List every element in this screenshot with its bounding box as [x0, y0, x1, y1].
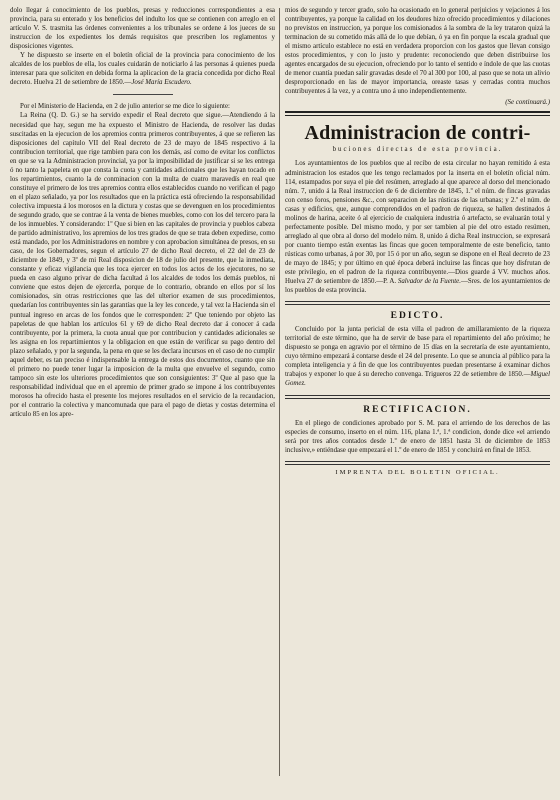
- left-paragraph-2-text: Y he dispuesto se inserte en el boletín oficial de la provincia para conocimiento de los alcaldes de los pueblos de ella, los cuales cuidarán de noticiarlo á las personas á quienes pueda interesar para que soliciten en debida forma la aplicacion de la gracia concedida por dicho Real decreto. Huelva 21 de setiembre de 1850.—: [10, 52, 275, 87]
- left-paragraph-1: dolo llegar á conocimiento de los pueblos, presas y reducciones correspondientes a esa provincia, para su enterado y los beneficios del indulto los que se contienen con arreglo en el artículo V. S. trasmita las órdenes convenientes a los tribunales se ordene á los jueces de su instruccion de los expedientes los demás requisitos que prescriben los reglamentos y disposiciones vigentes.: [10, 7, 275, 51]
- left-paragraph-2: [10, 51, 275, 87]
- right-paragraph-4: En el pliego de condiciones aprobado por S. M. para el arriendo de los derechos de las especies de consumo, inserto en el núm. 116, plana 1.ª, 1.ª condicion, donde dice «el arriendo será por tres años contados desde 1.º de enero de 1851 hasta 31 de diciembre de 1853 inclusive,» entiéndase que empezará el 1.º de enero de 1851 y concluirá en final de 1853.: [285, 419, 550, 454]
- right-paragraph-2-tail: —Sres. de los ayuntamientos de los pueblos de esta provincia.: [285, 278, 550, 295]
- left-column: [10, 6, 275, 792]
- right-column: [285, 6, 550, 792]
- right-paragraph-2: [285, 159, 550, 295]
- edicto-rule: [285, 301, 550, 305]
- separator-rule: [113, 94, 173, 95]
- right-signature-1: Salvador de la Fuente.: [397, 278, 461, 286]
- section-subheading: buciones directas de esta provincia.: [332, 146, 503, 154]
- section-rule: [285, 111, 550, 116]
- section-heading-administracion: Administracion de contri-: [304, 122, 531, 145]
- left-signature-1: José María Escudero.: [131, 79, 192, 87]
- continued-note: (Se continuará.): [505, 99, 550, 107]
- right-paragraph-3-text: Concluido por la junta pericial de esta villa el padron de amillaramiento de la riqueza territorial de este término, que ha de servir de base para el repartimiento del año próximo; he dispuesto se ponga en agravio por el término de 15 días en la secretaría de este ayuntamiento, cuyo término empezará á contarse desde el 24 del presente. Lo que se anuncia al público para la completa inteligencia y á fin de que los contribuyentes puedan presentarse á examinar dichos trabajos y exponer lo que á su derecho convenga. Trigueros 22 de setiembre de 1850.—: [285, 326, 550, 379]
- rectificacion-rule: [285, 395, 550, 399]
- right-paragraph-2-text: Los ayuntamientos de los pueblos que al recibo de esta circular no hayan remitido á esta administracion los estados que les tengo reclamados por la inserta en el boletín oficial núm. 114, estampados por suya el pie del resúmen, arreglado al que aparece al dorso del mencionado núm. 7, unido á la Real instruccion de 6 de diciembre de 1845, 1.º el núm. de fincas gravadas con censo foros, pensiones &c., con separacion de las rústicas de las urbanas; y 2.º el núm. de casas y edificios, que, aunque comprendidos en el padron de riqueza, se hallen destinados á molinos de harina, aceite ó al ejercicio de cualquiera industria ó artefacto, se evaluarán total y perfectamente posible. Del mismo modo, y por ser tambien al pie del otro estado resúmen, arreglado al que obra al dorso del modelo núm. 8, unido á dicha Real instruccion, se expresará por cuanto tiempo están exentas las fincas que gocen temporalmente de este beneficio, tanto rústicas como urbanas, á por 30, por 15 ó por un año, segun se dispone en el Real decreto de 23 de mayo de 1845; y por último en qué época deberá incluirse las fincas que hoy disfrutan de este privilegio, en el padron de la riqueza contribuyente.—Dios guarde á VV. muchos años. Huelva 27 de setiembre de 1850.—P. A.: [285, 160, 550, 286]
- right-signature-2: Miguel Gomez.: [285, 371, 550, 388]
- left-paragraph-3: Por el Ministerio de Hacienda, en 2 de julio anterior se me dice lo siguiente:: [20, 103, 230, 111]
- edicto-heading: EDICTO.: [390, 311, 445, 322]
- right-paragraph-3: [285, 325, 550, 388]
- rectificacion-heading: RECTIFICACION.: [363, 404, 472, 415]
- right-paragraph-1: mios de segundo y tercer grado, solo ha ocasionado en lo general perjuicios y vejaciones á los contribuyentes, ya porque la calidad en los deudores hizo ofrecido procedimientos y dilaciones no previstos en instruccion, ya porque los comisionados á la sombra de la ley trataron quizá la terminacion de su cometido más allá de lo que debían, ó ya en fin porque la escala gradual que el mismo artículo establece no está en verdadera proporcion con los gastos que llevan consigo estos procedimientos, y con lo justo y prudente: reconociendo que deben distribuirse los agentes encargados de su ejecucion, ofreciendo por lo tanto el sentido e índole de que las cuotas de menor cuantía puedan salir gravadas desde el 70 al 300 por 100, al paso que se nota un alivio desproporcionado en las de mayor importancia, oreaste tasas y cerradas contra muchos contribuyentes á la vez, y a contra uno á uno independientemente.: [285, 7, 550, 96]
- imprint-line: IMPRENTA DEL BOLETIN OFICIAL.: [335, 468, 500, 476]
- column-divider: [279, 8, 280, 776]
- imprint-rule: [285, 461, 550, 465]
- left-paragraph-4: La Reina (Q. D. G.) se ha servido expedir el Real decreto que sigue.—Atendiendo á la necesidad que hay, segun me ha expuesto el Ministro de Hacienda, de resolver las dudas suscitadas en la ejecucion de los apremios contra primeros contribuyentes, á que se refieren las disposiciones del capítulo VII del Real decreto de 23 de mayo de 1845 respectivo á la contribucion territorial, que rige tambien para con los demás, así como de evitar los conflictos en que se va la Administracion provincial, ya por la imposibilidad de justificar si se les entrega ó no tanto la papeleta en que consta la cuota y cantidades adicionales que les hayan tocado en los repartimientos, cuanto la de conminacion con la multa de cuatro maravedís en real que constituye el primero de los tres apremios contra ellos establecidos cuando no verifican el pago en el plazo señalado, ya por los resultados que en la práctica está ofreciendo la responsabilidad colectiva impuesta á los morosos en la dictura y costas que se devenguen en los procedimientos de segundo grado, que se contrae á la venta de bienes muebles, como con los del tercero para la de los inmuebles. Y considerando: 1º Que si bien en las capitales de provincia y pueblos cabeza de partido administrativo, los apremios de los tres grados de que se trata deben expedirse, como está mandado, por los Administradores en nombre y con aprobacion simultánea de presos, en su caso, de los Gobernadores, segun el artículo 27 de dicho Real decreto, el 22 del de 23 de diciembre de 1849, y 3º de mi Real disposicion de 18 de julio del presente, que la inmediata, constante y eficaz vigilancia que les toca ejercer en todos los actos de los ejecutores, no se pueda en caso alguno privar de dicha facultad á los alcaldes de todos los demás pueblos, ni conviene que estos dejen de ejercerla, porque de lo contrario, obrando en ellos por sí los comisionados, sin otras restricciones que las del ulterior examen de sus procedimientos, quedarían los contribuyentes sin las garantías que la ley les concede, y tal vez la Hacienda sin el puntual ingreso en arcas de los fondos que le corresponden: 2º Que teniendo por objeto las papeletas de que hablan los artículos 61 y 69 de dicho Real decreto dar á conocer á cada contribuyente, por la primera, la cuota anual que por contribucion y cantidades adicionales se les asigna en los repartimientos y la obligacion en que están de verificar su pago dentro del plazo señalado, y por la segunda, la pena en que se les declara incursos en el caso de no cumplir aquel deber, es tan preciso é indispensable la entrega de estos dos documentos, cuanto que sin el primero no puede tener lugar la imposicion de la multa que envuelve el segundo, como tampoco sin este los ulteriores procedimientos que son consiguientes: 3º Que al paso que la responsabilidad individual que en el apremio de primer grado se impone á los contribuyentes morosos ha ofrecido hasta el presente los mejores resultados en el servicio de la recaudacion, por el contrario la colectiva y mancomunada que para el pago de dietas y costas determina el artículo 85 en los apre-: [10, 112, 275, 419]
- columns: [10, 6, 550, 792]
